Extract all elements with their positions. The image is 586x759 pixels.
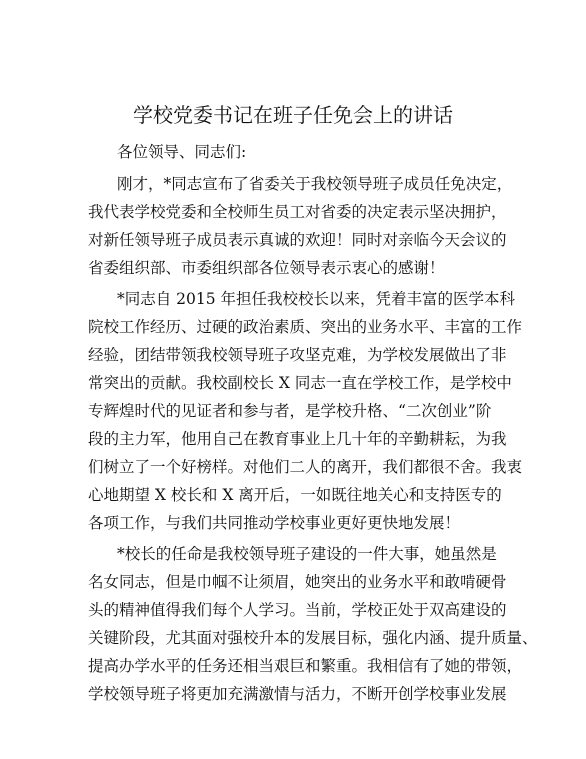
paragraph-1-line-1: 刚才，*同志宣布了省委关于我校领导班子成员任免决定， (117, 175, 513, 193)
paragraph-2-line-2: 院校工作经历、过硬的政治素质、突出的业务水平、丰富的工作 (88, 318, 523, 336)
paragraph-2-line-9: 各项工作，与我们共同推动学校事业更好更快地发展！ (88, 514, 461, 532)
paragraph-2-line-5: 专辉煌时代的见证者和参与者，是学校升格、“二次创业”阶 (88, 402, 492, 420)
paragraph-1-line-4: 省委组织部、市委组织部各位领导表示衷心的感谢！ (88, 259, 445, 277)
paragraph-3-line-6: 学校领导班子将更加充满激情与活力，不断开创学校事业发展 (88, 685, 507, 703)
paragraph-2-line-1: *同志自 2015 年担任我校校长以来，凭着丰富的医学本科 (117, 290, 516, 308)
paragraph-1-line-2: 我代表学校党委和全校师生员工对省委的决定表示坚决拥护， (88, 203, 507, 221)
paragraph-3-line-3: 头的精神值得我们每个人学习。当前，学校正处于双高建设的 (88, 601, 507, 619)
paragraph-3-line-1: *校长的任命是我校领导班子建设的一件大事，她虽然是 (117, 545, 497, 563)
paragraph-3-line-2: 名女同志，但是巾帼不让须眉，她突出的业务水平和敢啃硬骨 (88, 573, 507, 591)
paragraph-1-line-3: 对新任领导班子成员表示真诚的欢迎！同时对亲临今天会议的 (88, 231, 507, 249)
paragraph-2-line-3: 经验，团结带领我校领导班子攻坚克难，为学校发展做出了非 (88, 346, 507, 364)
salutation-line: 各位领导、同志们: (117, 143, 247, 161)
speech-title: 学校党委书记在班子任免会上的讲话 (133, 103, 453, 127)
paragraph-3-line-4: 关键阶段，尤其面对强校升本的发展目标，强化内涵、提升质量、 (88, 629, 538, 647)
paragraph-2-line-8: 心地期望 X 校长和 X 离开后，一如既往地关心和支持医专的 (88, 486, 502, 504)
paragraph-2-line-4: 常突出的贡献。我校副校长 X 同志一直在学校工作，是学校中 (88, 374, 512, 392)
paragraph-2-line-7: 们树立了一个好榜样。对他们二人的离开，我们都很不舍。我衷 (88, 458, 523, 476)
paragraph-3-line-5: 提高办学水平的任务还相当艰巨和繁重。我相信有了她的带领， (88, 657, 523, 675)
paragraph-2-line-6: 段的主力军，他用自己在教育事业上几十年的辛勤耕耘，为我 (88, 430, 507, 448)
